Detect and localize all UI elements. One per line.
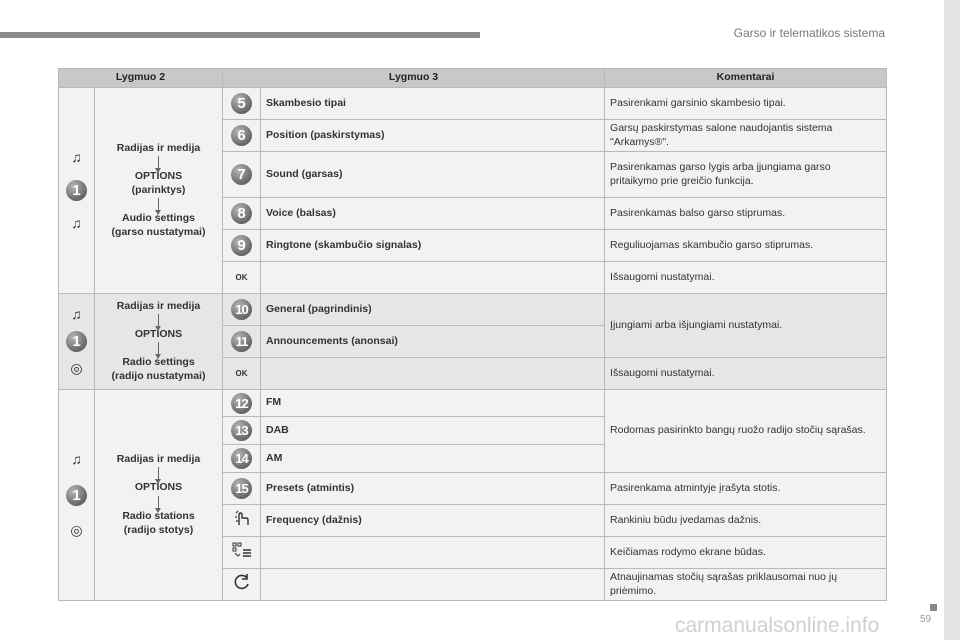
step-badge: 7 xyxy=(231,164,252,185)
music-note-icon: ♫ xyxy=(71,305,82,322)
path-step: OPTIONS xyxy=(134,169,183,182)
down-arrow-icon xyxy=(158,156,159,169)
page-edge-bar xyxy=(944,0,960,640)
down-arrow-icon xyxy=(158,496,159,509)
path-step: (garso nustatymai) xyxy=(111,226,206,239)
setting-comment: Reguliuojamas skambučio garso stiprumas. xyxy=(605,230,887,262)
ok-label: OK xyxy=(235,272,248,282)
page-marker xyxy=(930,604,937,611)
table-header-row xyxy=(59,69,887,88)
setting-name: FM xyxy=(261,390,605,417)
path-step: Radijas ir medija xyxy=(116,453,201,466)
setting-name: Presets (atmintis) xyxy=(261,473,605,505)
setting-comment: Pasirenkama atmintyje įrašyta stotis. xyxy=(605,473,887,505)
step-badge: 6 xyxy=(231,125,252,146)
hand-touch-icon xyxy=(232,509,252,527)
setting-name xyxy=(261,569,605,601)
path-step: (radijo nustatymai) xyxy=(111,370,206,383)
setting-name: Skambesio tipai xyxy=(261,88,605,120)
radio-icon: ◎ xyxy=(70,360,83,376)
step-badge: 5 xyxy=(231,93,252,114)
down-arrow-icon xyxy=(158,467,159,480)
col-header-comments: Komentarai xyxy=(605,69,887,88)
setting-comment: Pasirenkamas balso garso stiprumas. xyxy=(605,198,887,230)
group-icons xyxy=(59,88,95,294)
col-header-level2: Lygmuo 2 xyxy=(59,69,223,88)
group-icons xyxy=(59,294,95,390)
music-note-icon: ♫ xyxy=(71,215,82,231)
header-rule xyxy=(0,32,480,38)
path-step: Audio settings xyxy=(122,212,195,225)
setting-comment: Pasirenkamas garso lygis arba įjungiama garso pritaikymo prie greičio funkcija. xyxy=(605,152,887,198)
step-badge: 1 xyxy=(66,331,87,352)
menu-path xyxy=(95,390,223,601)
setting-comment: Pasirenkami garsinio skambesio tipai. xyxy=(605,88,887,120)
step-badge: 15 xyxy=(231,478,252,499)
watermark: carmanualsonline.info xyxy=(675,614,880,637)
path-step: (parinktys) xyxy=(131,183,186,196)
step-badge: 9 xyxy=(231,235,252,256)
down-arrow-icon xyxy=(158,198,159,211)
step-badge: 8 xyxy=(231,203,252,224)
path-step: Radijas ir medija xyxy=(116,141,201,154)
setting-name: Voice (balsas) xyxy=(261,198,605,230)
setting-name: Position (paskirstymas) xyxy=(261,120,605,152)
path-step: Radijas ir medija xyxy=(116,299,201,312)
group-icons xyxy=(59,390,95,601)
setting-comment: Garsų paskirstymas salone naudojantis sistema "Arkamys®". xyxy=(605,120,887,152)
page-header-title: Garso ir telematikos sistema xyxy=(733,26,885,40)
setting-comment: Išsaugomi nustatymai. xyxy=(605,262,887,294)
step-badge: 1 xyxy=(66,180,87,201)
setting-name: Frequency (dažnis) xyxy=(261,505,605,537)
step-badge: 14 xyxy=(231,448,252,469)
setting-name: Sound (garsas) xyxy=(261,152,605,198)
down-arrow-icon xyxy=(158,314,159,327)
setting-name: Announcements (anonsai) xyxy=(261,326,605,358)
col-header-level3: Lygmuo 3 xyxy=(223,69,605,88)
settings-table xyxy=(58,68,887,601)
setting-comment: Rankiniu būdu įvedamas dažnis. xyxy=(605,505,887,537)
page-number: 59 xyxy=(920,614,932,625)
step-badge: 11 xyxy=(231,331,252,352)
menu-path xyxy=(95,294,223,390)
path-step: Radio settings xyxy=(122,356,195,368)
setting-comment: Atnaujinamas stočių sąrašas priklausomai nuo jų priėmimo. xyxy=(605,569,887,601)
setting-name: General (pagrindinis) xyxy=(261,294,605,326)
setting-name: Ringtone (skambučio signalas) xyxy=(261,230,605,262)
step-badge: 1 xyxy=(66,485,87,506)
step-badge: 13 xyxy=(231,420,252,441)
list-view-icon xyxy=(231,541,253,559)
menu-path xyxy=(95,88,223,294)
setting-comment: Įjungiami arba išjungiami nustatymai. xyxy=(605,294,887,358)
refresh-icon xyxy=(232,572,252,592)
setting-comment: Rodomas pasirinkto bangų ruožo radijo stočių sąrašas. xyxy=(605,390,887,473)
setting-name: AM xyxy=(261,445,605,473)
ok-label: OK xyxy=(235,368,248,378)
step-badge: 10 xyxy=(231,299,252,320)
radio-icon: ◎ xyxy=(70,521,83,538)
setting-name: DAB xyxy=(261,417,605,445)
table-row xyxy=(59,88,887,120)
setting-name xyxy=(261,537,605,569)
step-badge: 12 xyxy=(231,393,252,414)
table-row xyxy=(59,390,887,417)
path-step: OPTIONS xyxy=(134,481,183,494)
setting-comment: Išsaugomi nustatymai. xyxy=(605,358,887,390)
music-note-icon: ♫ xyxy=(71,451,82,467)
table-row xyxy=(59,294,887,326)
setting-name xyxy=(261,262,605,294)
setting-name xyxy=(261,358,605,390)
down-arrow-icon xyxy=(158,342,159,355)
music-note-icon: ♫ xyxy=(71,148,82,165)
setting-comment: Keičiamas rodymo ekrane būdas. xyxy=(605,537,887,569)
path-step: (radijo stotys) xyxy=(123,523,194,536)
path-step: Radio stations xyxy=(122,509,195,522)
path-step: OPTIONS xyxy=(134,327,183,340)
